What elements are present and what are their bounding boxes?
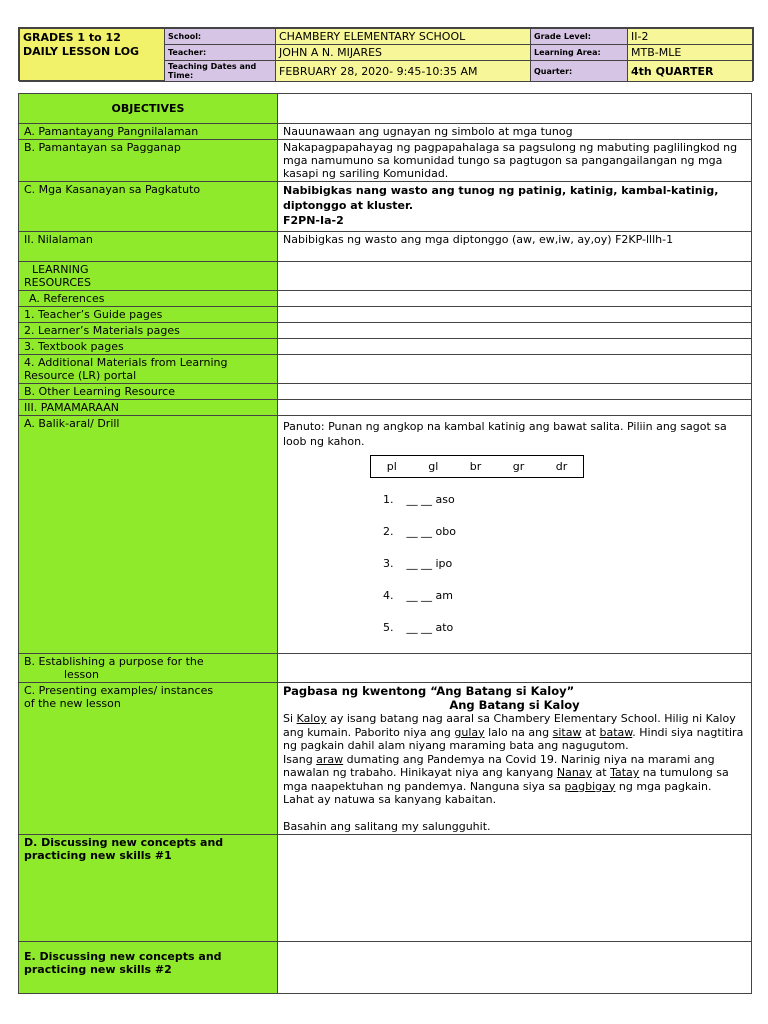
table-row [19,291,752,307]
competencies-label: C. Mga Kasanayan sa Pagkatuto [19,182,278,232]
teachers-guide-label: 1. Teacher’s Guide pages [19,307,278,323]
review-drill-value [278,416,752,654]
discussing-concepts-2-label: E. Discussing new concepts and practicing new skills #2 [19,942,278,994]
school-value: CHAMBERY ELEMENTARY SCHOOL [276,29,531,45]
establishing-purpose-label: B. Establishing a purpose for the lesson [19,654,278,683]
grade-level-value: II-2 [628,29,753,45]
list-item: 5. __ __ ato [383,621,454,634]
discussing-concepts-1-label: D. Discussing new concepts and practicing new skills #1 [19,835,278,942]
table-row [19,339,752,355]
content-label: II. Nilalaman [19,232,278,262]
story-instruction: Basahin ang salitang my salungguhit. [283,819,491,833]
school-label: School: [165,29,276,45]
table-row [19,416,752,654]
review-instructions: Panuto: Punan ng angkop na kambal katinig ang bawat salita. Piliin ang sagot sa loob ng kahon. [283,420,727,448]
header-title: GRADES 1 to 12 DAILY LESSON LOG [20,29,165,82]
learning-area-label: Learning Area: [531,45,628,61]
presenting-examples-value [278,683,752,835]
choice: gl [428,460,439,473]
references-label: A. References [19,291,278,307]
table-row [19,835,752,942]
teacher-value: JOHN A N. MIJARES [276,45,531,61]
table-row [19,232,752,262]
learners-materials-label: 2. Learner’s Materials pages [19,323,278,339]
content-standard-value: Nauunawaan ang ugnayan ng simbolo at mga tunog [278,124,752,140]
table-row [19,355,752,384]
quarter-value: 4th QUARTER [628,61,753,82]
content-standard-label: A. Pamantayang Pangnilalaman [19,124,278,140]
list-item: 2. __ __ obo [383,525,456,538]
table-row [19,654,752,683]
textbook-pages-label: 3. Textbook pages [19,339,278,355]
choice: br [469,460,482,473]
drill-items [383,492,746,652]
additional-materials-label: 4. Additional Materials from Learning Resource (LR) portal [19,355,278,384]
presenting-examples-label: C. Presenting examples/ instances of the new lesson [19,683,278,835]
table-row [19,262,752,291]
performance-standard-label: B. Pamantayan sa Pagganap [19,140,278,182]
story-paragraph: Si Kaloy ay isang batang nag aaral sa Chambery Elementary School. Hilig ni Kaloy ang kumain. Paborito niya ang gulay lalo na ang sitaw at bataw. Hindi siya nagtitira ng pagkain dahil alam niyang maraming bata ang nagugutom. [283,712,744,752]
choice: pl [386,460,397,473]
grade-level-label: Grade Level: [531,29,628,45]
teaching-dates-label: Teaching Dates and Time: [165,61,276,82]
table-row [19,307,752,323]
teaching-dates-value: FEBRUARY 28, 2020- 9:45-10:35 AM [276,61,531,82]
other-learning-resource-label: B. Other Learning Resource [19,384,278,400]
list-item: 3. __ __ ipo [383,557,453,570]
objectives-value [278,94,752,124]
table-row [19,140,752,182]
table-row [19,124,752,140]
table-row [19,182,752,232]
lesson-log-table [18,93,752,994]
choice: gr [512,460,525,473]
quarter-label: Quarter: [531,61,628,82]
choices-box [370,455,584,478]
performance-standard-value: Nakapagpapahayag ng pagpapahalaga sa pagsulong ng mabuting paglilingkod ng mga namumuno sa komunidad tungo sa pagtugon sa pangangailangan ng mga kasapi ng sariling Komunidad. [278,140,752,182]
table-row [19,384,752,400]
story-paragraph: Lahat ay natuwa sa kanyang kabaitan. [283,793,497,806]
teacher-label: Teacher: [165,45,276,61]
learning-area-value: MTB-MLE [628,45,753,61]
story-paragraph: Isang araw dumating ang Pandemya na Covid 19. Narinig niya na marami ang nawalan ng trabaho. Hinikayat niya ang kanyang Nanay at Tatay na tumulong sa mga naapektuhan ng pandemya. Nanguna siya sa pagbigay ng mga pagkain. [283,752,729,793]
list-item: 4. __ __ am [383,589,453,602]
learning-resources-label: LEARNING RESOURCES [19,262,278,291]
story-heading: Pagbasa ng kwentong “Ang Batang si Kaloy” [283,684,575,698]
story-title: Ang Batang si Kaloy [449,697,580,712]
table-row [19,323,752,339]
list-item: 1. __ __ aso [383,493,455,506]
procedures-label: III. PAMAMARAAN [19,400,278,416]
table-row [19,683,752,835]
content-value: Nabibigkas ng wasto ang mga diptonggo (aw, ew,iw, ay,oy) F2KP-lllh-1 [278,232,752,262]
table-row [19,942,752,994]
review-drill-label: A. Balik-aral/ Drill [19,416,278,654]
competencies-value: Nabibigkas nang wasto ang tunog ng patinig, katinig, kambal-katinig, diptonggo at kluster. F2PN-Ia-2 [278,182,752,232]
table-row [19,400,752,416]
choice: dr [555,460,568,473]
objectives-heading: OBJECTIVES [19,94,278,124]
table-row [19,94,752,124]
lesson-log-header [18,27,754,81]
